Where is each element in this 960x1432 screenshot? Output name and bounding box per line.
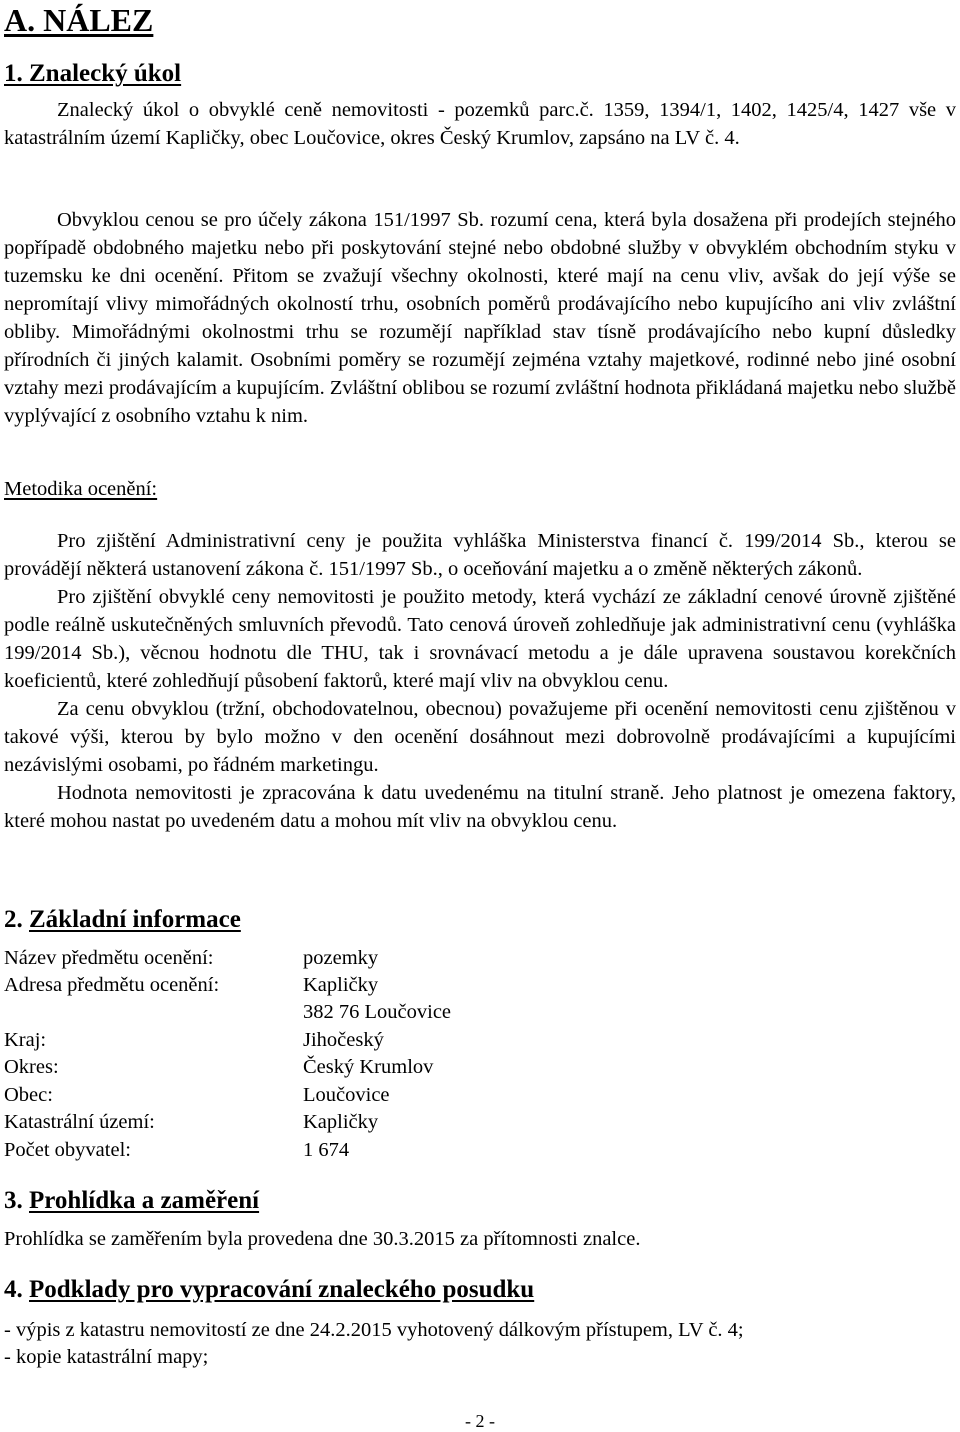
info-label: Kraj:: [4, 1029, 47, 1051]
info-label: Okres:: [4, 1056, 59, 1078]
info-row-region: [4, 1026, 704, 1054]
source-item-2: - kopie katastrální mapy;: [4, 1346, 209, 1368]
methodology-heading: Metodika ocenění:: [4, 478, 158, 500]
definition-paragraph: Obvyklou cenou se pro účely zákona 151/1997 Sb. rozumí cena, která byla dosažena při prodejích stejného popřípadě obdobného majetku nebo při poskytování stejné nebo obdobné služby v obvyklém obchodním styku v tuzemsku ke dni ocenění. Přitom se zvažují všechny okolnosti, které mají na cenu vliv, avšak do její výše se nepromítají vlivy mimořádných okolností trhu, osobních poměrů prodávajícího nebo kupujícího ani vliv zvláštní obliby. Mimořádnými okolnostmi trhu se rozumějí například stav tísně prodávajícího nebo kupní důsledky přírodních či jiných kalamit. Osobními poměry se rozumějí zejména vztahy majetkové, rodinné nebo jiné osobní vztahy mezi prodávajícím a kupujícím. Zvláštní oblibou se rozumí zvláštní hodnota přikládaná majetku nebo službě vyplývající z osobního vztahu k nim.: [4, 209, 956, 427]
info-label: Katastrální území:: [4, 1111, 155, 1133]
methodology-block: [4, 527, 956, 835]
section-4-number: 4.: [4, 1276, 23, 1303]
source-item-1: - výpis z katastru nemovitostí ze dne 24.2.2015 vyhotovený dálkovým přístupem, LV č. 4;: [4, 1319, 744, 1341]
section-1-definition: [4, 206, 956, 430]
info-label: Adresa předmětu ocenění:: [4, 974, 220, 996]
section-4-heading-text: Podklady pro vypracování znaleckého posudku: [29, 1276, 535, 1303]
info-row-municipality: [4, 1081, 704, 1109]
inspection-text: Prohlídka se zaměřením byla provedena dne 30.3.2015 za přítomnosti znalce.: [4, 1228, 641, 1250]
document-title: A. NÁLEZ: [4, 2, 154, 38]
info-row-district: [4, 1053, 704, 1081]
info-label: Obec:: [4, 1084, 53, 1106]
section-2-number: 2.: [4, 906, 23, 933]
info-value: 1 674: [303, 1139, 350, 1161]
section-3-heading-text: Prohlídka a zaměření: [29, 1187, 260, 1214]
section-1-heading-text: 1. Znalecký úkol: [4, 60, 182, 87]
info-row-address: [4, 971, 704, 999]
task-paragraph: Znalecký úkol o obvyklé ceně nemovitosti - pozemků parc.č. 1359, 1394/1, 1402, 1425/4, 1427 vše v katastrálním území Kapličky, obec Loučovice, okres Český Krumlov, zapsáno na LV č. 4.: [4, 99, 956, 149]
methodology-paragraph-1: Pro zjištění Administrativní ceny je použita vyhláška Ministerstva financí č. 199/2014 Sb., kterou se provádějí některá ustanovení zákona č. 151/1997 Sb., o oceňování majetku a o změně některých zákonů.: [4, 530, 956, 580]
section-2-heading: [4, 906, 241, 934]
info-row-population: [4, 1136, 704, 1164]
info-value: 382 76 Loučovice: [303, 1001, 452, 1023]
methodology-paragraph-3: Za cenu obvyklou (tržní, obchodovatelnou, obecnou) považujeme při ocenění nemovitosti cenu zjištěnou v takové výši, kterou by bylo možno v den ocenění dosáhnout mezi dobrovolně prodávajícími a kupujícími nezávislými osobami, po řádném marketingu.: [4, 698, 956, 776]
section-3-number: 3.: [4, 1187, 23, 1214]
info-value: Kapličky: [303, 974, 379, 996]
methodology-paragraph-4: Hodnota nemovitosti je zpracována k datu uvedenému na titulní straně. Jeho platnost je omezena faktory, které mohou nastat po uvedeném datu a mohou mít vliv na obvyklou cenu.: [4, 782, 956, 832]
info-value: Kapličky: [303, 1111, 379, 1133]
section-1-intro: [4, 96, 956, 152]
info-row-cadastral-area: [4, 1108, 704, 1136]
info-value: Jihočeský: [303, 1029, 384, 1051]
info-row-name: [4, 944, 704, 972]
info-value: Český Krumlov: [303, 1056, 434, 1078]
page-number: - 2 -: [465, 1411, 495, 1431]
info-value: Loučovice: [303, 1084, 390, 1106]
section-3-heading: [4, 1187, 259, 1215]
info-value: pozemky: [303, 947, 379, 969]
section-1-heading: [4, 60, 181, 88]
section-2-heading-text: Základní informace: [29, 906, 241, 933]
methodology-paragraph-2: Pro zjištění obvyklé ceny nemovitosti je použito metody, která vychází ze základní cenové úrovně zjištěné podle reálně uskutečněných smluvních převodů. Tato cenová úroveň zohledňuje jak administrativní cenu (vyhláška 199/2014 Sb.), věcnou hodnotu dle THU, tak i srovnávací metodu a je dále upravena soustavou korekčních koeficientů, které zohledňují působení faktorů, které mají vliv na obvyklou cenu.: [4, 586, 956, 692]
info-row-postcode: [4, 998, 704, 1026]
info-label: Počet obyvatel:: [4, 1139, 131, 1161]
section-4-heading: [4, 1276, 534, 1304]
info-label: Název předmětu ocenění:: [4, 947, 214, 969]
